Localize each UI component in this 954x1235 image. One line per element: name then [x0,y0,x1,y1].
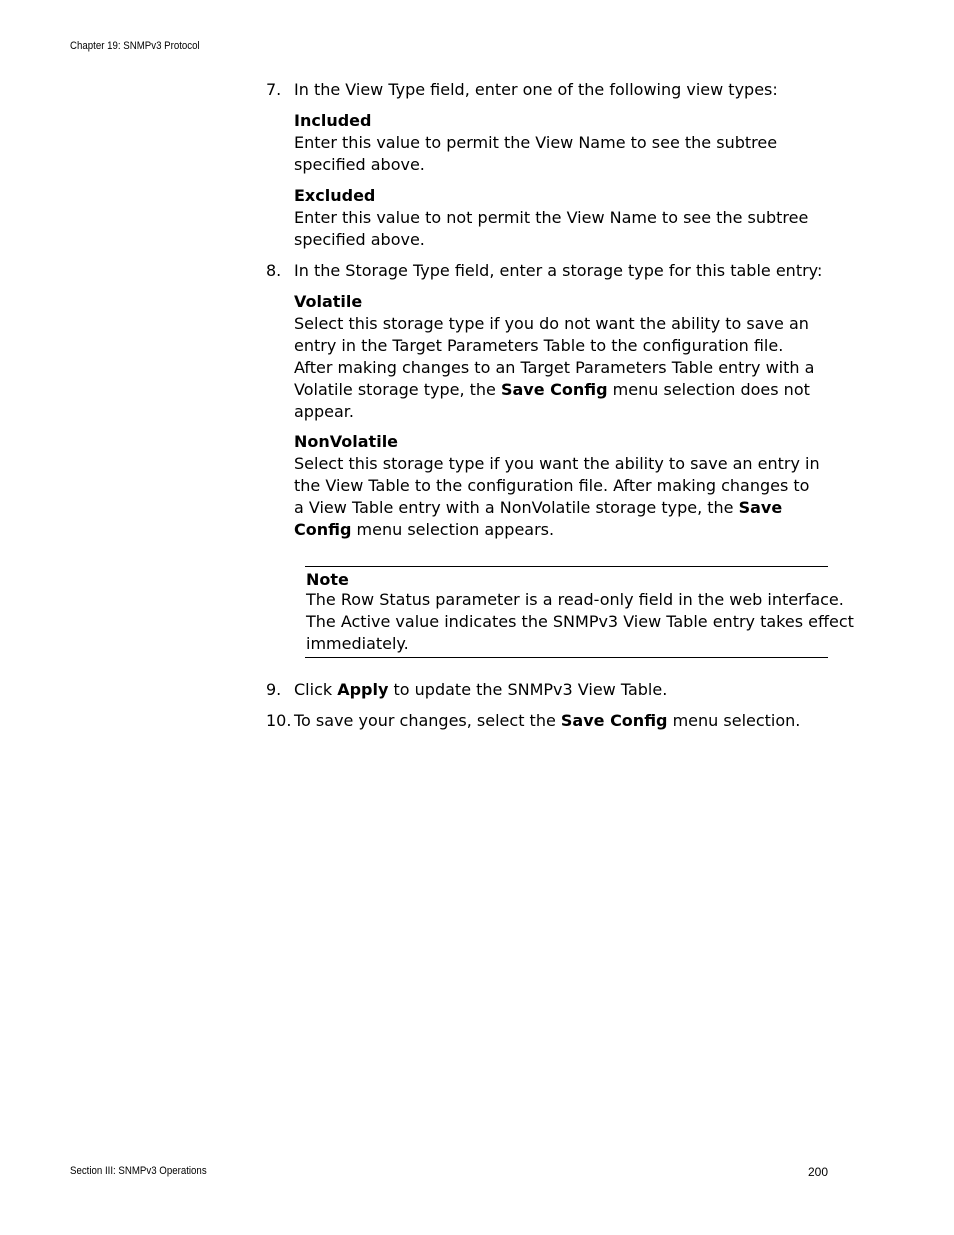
step-number: 8. [266,261,282,280]
definition-line: appear. [294,402,354,421]
definition-line: entry in the Target Parameters Table to the configuration file. [294,336,784,355]
text-run: menu selection does not [607,380,810,399]
text-run: Volatile storage type, the [294,380,501,399]
menu-name-save-config: Save Config [560,711,668,730]
definition-term: NonVolatile [294,432,399,451]
button-name-apply: Apply [337,680,389,699]
definition-line [294,519,814,541]
definition-term: Excluded [294,186,376,205]
menu-name-save: Save [738,498,783,517]
note-line: The Row Status parameter is a read-only field in the web interface. [306,590,844,609]
definition-line: Select this storage type if you do not want the ability to save an [294,314,809,333]
step-text: In the View Type field, enter one of the following view types: [294,80,778,99]
step-text: In the Storage Type field, enter a storage type for this table entry: [294,261,823,280]
definition-included [294,110,814,176]
definition-excluded [294,185,814,251]
running-header: Chapter 19: SNMPv3 Protocol [70,40,200,52]
text-run: Click [294,680,338,699]
note-line: The Active value indicates the SNMPv3 View Table entry takes effect [306,612,854,631]
menu-name-save-config: Save Config [500,380,608,399]
step-text [294,679,667,701]
definition-line: Enter this value to not permit the View Name to see the subtree [294,208,809,227]
text-run: a View Table entry with a NonVolatile storage type, the [294,498,739,517]
note-line: immediately. [306,634,409,653]
text-run: menu selection. [667,711,801,730]
note-title: Note [306,570,349,589]
definition-line: the View Table to the configuration file. After making changes to [294,476,810,495]
text-run: to update the SNMPv3 View Table. [388,680,668,699]
definition-line: Enter this value to permit the View Name to see the subtree [294,133,778,152]
text-run: menu selection appears. [351,520,555,539]
definition-nonvolatile [294,431,820,541]
note-box [305,566,854,658]
text-run: To save your changes, select the [294,711,561,730]
definition-line: Select this storage type if you want the ability to save an entry in [294,454,820,473]
definition-volatile [294,291,814,423]
step-number: 10. [266,711,292,730]
step-text [294,710,800,732]
definition-line [294,379,814,401]
definition-line: After making changes to an Target Parameters Table entry with a [294,358,815,377]
definition-line [294,497,814,519]
page-number: 200 [808,1165,829,1179]
definition-term: Volatile [294,292,363,311]
step-number: 7. [266,80,282,99]
definition-line: specified above. [294,155,425,174]
running-footer-section: Section III: SNMPv3 Operations [70,1165,207,1177]
menu-name-config: Config [294,520,352,539]
definition-line: specified above. [294,230,425,249]
step-number: 9. [266,680,282,699]
definition-term: Included [294,111,372,130]
